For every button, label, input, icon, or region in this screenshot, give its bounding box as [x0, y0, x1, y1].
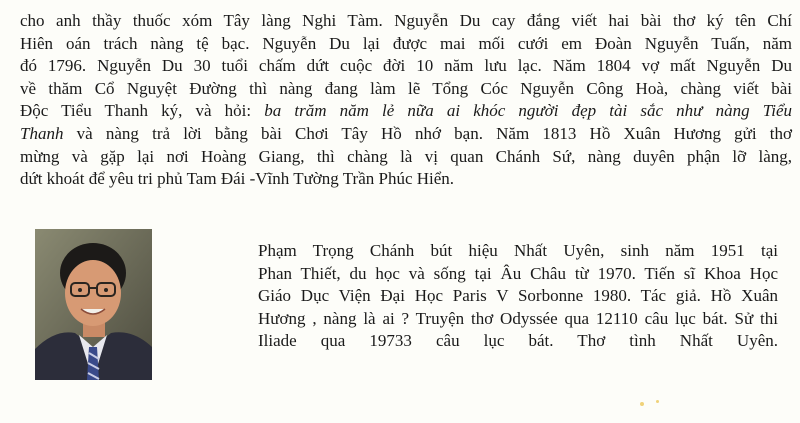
- paragraph-text: Độc Tiểu Thanh ký, và hỏi:: [20, 101, 265, 121]
- bio-line: Hương , nàng là ai ? Truyện thơ Odyssée qua 12110 câu lục bát. Sử thi: [258, 308, 778, 328]
- bio-text: bút hiệu Nhất Uyên, sinh năm 1951 tại: [414, 241, 778, 260]
- bio-line: Giáo Dục Viện Đại Học Paris V Sorbonne 1980. Tác giả. Hồ Xuân: [258, 286, 778, 306]
- quoted-verse: ba trăm năm lẻ nữa ai khóc người đẹp tài sắc như nàng Tiểu: [264, 101, 792, 121]
- scan-speck: [640, 402, 644, 406]
- author-name: Phạm Trọng Chánh: [258, 241, 415, 260]
- bio-line: [258, 240, 778, 263]
- quoted-verse-end: Thanh: [20, 123, 64, 143]
- article-paragraph: [20, 10, 792, 191]
- author-photo: [35, 229, 152, 380]
- scan-speck: [656, 400, 659, 403]
- author-portrait-image: [35, 229, 152, 380]
- author-bio: [258, 240, 778, 353]
- paragraph-line: đó 1796. Nguyễn Du 30 tuổi chấm dứt cuộc đời 10 năm lưu lạc. Năm 1804 vợ mất Nguyễn Du: [20, 56, 792, 76]
- paragraph-line: cho anh thầy thuốc xóm Tây làng Nghi Tàm. Nguyễn Du cay đắng viết hai bài thơ ký tên Chí: [20, 11, 792, 30]
- bio-line: Iliade qua 19733 câu lục bát. Thơ tình Nhất Uyên.: [258, 331, 778, 351]
- paragraph-line: về thăm Cổ Nguyệt Đường thì nàng đang làm lẽ Tổng Cóc Nguyễn Công Hoà, chàng viết bài: [20, 78, 792, 98]
- paragraph-text: và nàng trả lời bằng bài Chơi Tây Hồ nhớ bạn. Năm 1813 Hồ Xuân Hương gửi thơ: [63, 123, 792, 143]
- paragraph-line: mừng và gặp lại nơi Hoàng Giang, thì chàng là vị quan Chánh Sứ, nàng duyên phận lỡ làng,: [20, 146, 792, 166]
- bio-line: Phan Thiết, du học và sống tại Âu Châu từ 1970. Tiến sĩ Khoa Học: [258, 263, 778, 283]
- paragraph-line-with-quote: [20, 123, 792, 146]
- paragraph-line: dứt khoát để yêu tri phủ Tam Đái -Vĩnh Tường Trần Phúc Hiển.: [20, 169, 455, 189]
- paragraph-line-with-quote: [20, 100, 792, 123]
- paragraph-line: Hiên oán trách nàng tệ bạc. Nguyễn Du lại được mai mối cưới em Đoàn Nguyễn Tuấn, năm: [20, 33, 792, 53]
